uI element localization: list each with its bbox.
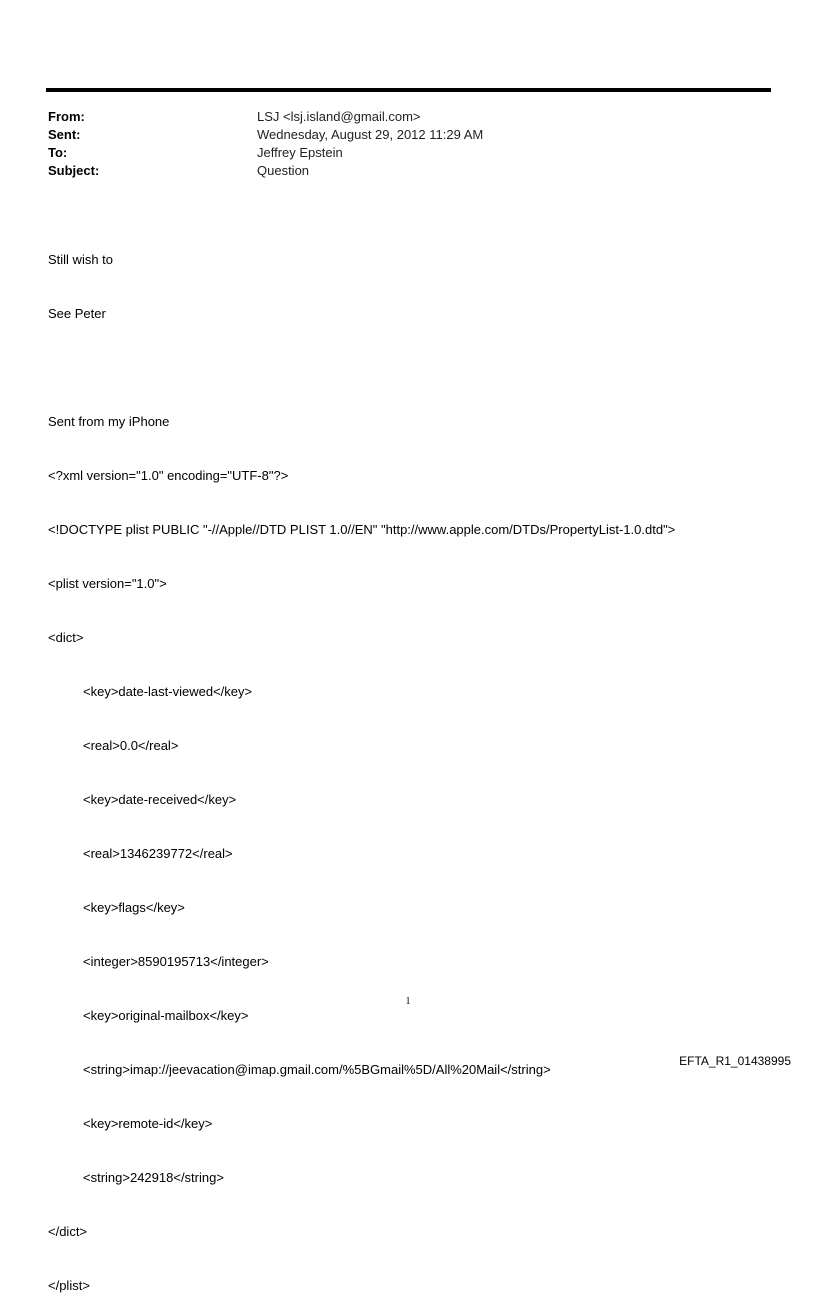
from-value: LSJ <lsj.island@gmail.com> <box>257 109 421 124</box>
sent-label: Sent: <box>48 127 81 142</box>
header-row-subject <box>48 162 748 180</box>
header-divider <box>46 88 771 92</box>
signature: Sent from my iPhone <box>48 414 170 429</box>
dict-entry: <integer>8590195713</integer> <box>83 954 269 969</box>
document-id: EFTA_R1_01438995 <box>679 1054 791 1068</box>
to-label: To: <box>48 145 68 160</box>
dict-entry: <key>date-last-viewed</key> <box>83 684 253 699</box>
to-value: Jeffrey Epstein <box>257 145 343 160</box>
email-header <box>48 108 748 180</box>
page-number: 1 <box>405 996 411 1007</box>
subject-value: Question <box>257 163 310 178</box>
message-line: Still wish to <box>48 252 114 267</box>
dict-entry: <string>242918</string> <box>83 1170 224 1185</box>
dict-entry: <key>original-mailbox</key> <box>83 1008 249 1023</box>
plist-close: </plist> <box>48 1278 90 1293</box>
dict-entry: <key>remote-id</key> <box>83 1116 213 1131</box>
dict-open: <dict> <box>48 630 84 645</box>
header-row-from <box>48 108 748 126</box>
email-body <box>48 215 788 1313</box>
doctype-line: <!DOCTYPE plist PUBLIC "-//Apple//DTD PLIST 1.0//EN" "http://www.apple.com/DTDs/PropertyList-1.0.dtd"> <box>48 522 676 537</box>
dict-entry: <key>flags</key> <box>83 900 185 915</box>
dict-close: </dict> <box>48 1224 88 1239</box>
sent-value: Wednesday, August 29, 2012 11:29 AM <box>257 127 484 142</box>
blank-line <box>48 359 788 377</box>
dict-entry: <key>date-received</key> <box>83 792 237 807</box>
plist-open: <plist version="1.0"> <box>48 576 167 591</box>
header-row-to <box>48 144 748 162</box>
dict-entry: <real>1346239772</real> <box>83 846 233 861</box>
xml-declaration: <?xml version="1.0" encoding="UTF-8"?> <box>48 468 289 483</box>
dict-entry: <real>0.0</real> <box>83 738 179 753</box>
header-row-sent <box>48 126 748 144</box>
message-line: See Peter <box>48 306 106 321</box>
subject-label: Subject: <box>48 163 100 178</box>
dict-entry: <string>imap://jeevacation@imap.gmail.com/%5BGmail%5D/All%20Mail</string> <box>83 1062 551 1077</box>
from-label: From: <box>48 109 85 124</box>
